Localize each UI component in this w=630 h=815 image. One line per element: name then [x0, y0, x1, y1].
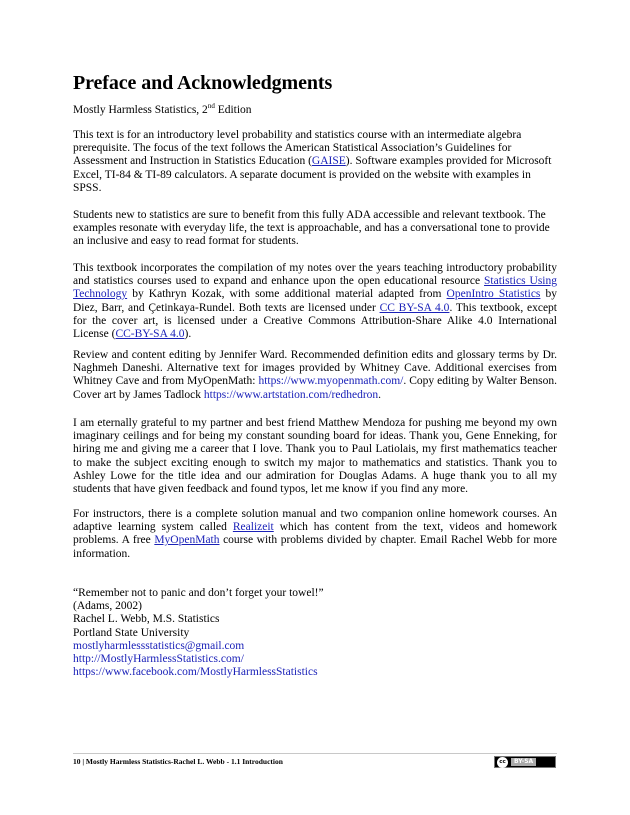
footer-divider — [73, 753, 557, 754]
facebook-link[interactable]: https://www.facebook.com/MostlyHarmlessStatistics — [73, 666, 318, 679]
text-span: by Diez, Barr, and Çetinkaya-Rundel. Both texts are licensed under — [73, 288, 558, 314]
text-span: For instructors, there is a complete solution manual and two companion online homework courses. An adaptive learning system called — [73, 508, 557, 534]
signature-block — [73, 587, 324, 679]
paragraph-credits — [73, 349, 557, 402]
email-link[interactable]: mostlyharmlessstatistics@gmail.com — [73, 639, 245, 652]
paragraph-intro — [73, 129, 557, 195]
text-span: ). — [184, 328, 192, 341]
paragraph-instructors — [73, 508, 557, 561]
author-university: Portland State University — [73, 626, 190, 639]
page-footer: 10 | Mostly Harmless Statistics-Rachel L. Webb - 1.1 Introduction — [73, 757, 283, 766]
paragraph-accessibility: Students new to statistics are sure to benefit from this fully ADA accessible and relevant textbook. The examples resonate with everyday life, the text is approachable, and has a conversational tone to provide an inclusive and easy to read format for students. — [73, 209, 550, 248]
website-link[interactable]: http://MostlyHarmlessStatistics.com/ — [73, 653, 244, 666]
text-span: Review and content editing by Jennifer Ward. Recommended definition edits and glossary terms by Dr. Naghmeh Daneshi. Alternative text for images provided by Whitney Cave. Additional exercises from Whitney Cave and from MyOpenMath: — [73, 349, 557, 388]
myopenmath-link[interactable]: MyOpenMath — [154, 534, 220, 547]
cc-by-sa-link[interactable]: CC BY-SA 4.0 — [379, 301, 450, 314]
cc-license-badge[interactable] — [494, 756, 556, 768]
cc-by-sa-license-link[interactable]: CC-BY-SA 4.0 — [115, 328, 185, 341]
text-span: which has content from the text, videos and homework problems. A free — [73, 521, 558, 547]
text-span: . This textbook, except for the cover art, is licensed under a Creative Commons Attribution-Share Alike 4.0 International License ( — [73, 301, 558, 341]
paragraph-gratitude: I am eternally grateful to my partner and best friend Matthew Mendoza for pushing me beyond my own imaginary ceilings and for being my constant sounding board for ideas. Thank you, Gene Enneking, for hiring me and giving me a career that I love. Thank you to Paul Latiolais, my first mathematics teacher to make the subject exciting enough to switch my major to mathematics and statistics. Thank you to Ashley Lowe for the title idea and our admiration for Douglas Adams. A huge thank you to all my students that have given feedback and found typos, let me know if you find any more. — [73, 417, 557, 496]
subtitle-tail: Edition — [214, 104, 252, 116]
openintro-statistics-link[interactable]: OpenIntro Statistics — [446, 288, 541, 301]
statistics-using-technology-link[interactable]: Statistics Using Technology — [73, 275, 557, 301]
edition-subtitle — [73, 104, 252, 116]
paragraph-sources — [73, 262, 557, 341]
quote-citation: (Adams, 2002) — [73, 600, 142, 613]
text-span: ). Software examples provided for Microsoft Excel, TI-84 & TI-89 calculators. A separate document is provided on the website with examples in SPSS. — [73, 155, 552, 194]
text-span: This textbook incorporates the compilation of my notes over the years teaching introductory probability and statistics courses used to expand and enhance upon the open educational resource — [73, 262, 557, 288]
subtitle-text: Mostly Harmless Statistics, 2 — [73, 104, 208, 116]
text-span: . Copy editing by Walter Benson. Cover art by James Tadlock — [73, 375, 558, 401]
page-title: Preface and Acknowledgments — [73, 72, 333, 94]
gaise-link[interactable]: GAISE — [311, 155, 346, 168]
author-name: Rachel L. Webb, M.S. Statistics — [73, 613, 220, 626]
subtitle-superscript: nd — [207, 102, 215, 111]
towel-quote: “Remember not to panic and don’t forget your towel!” — [73, 587, 324, 599]
license-label: BY-SA — [511, 758, 536, 766]
artstation-url-link[interactable]: https://www.artstation.com/redhedron — [203, 388, 379, 401]
myopenmath-url-link[interactable]: https://www.myopenmath.com/ — [258, 375, 404, 388]
text-span: This text is for an introductory level probability and statistics course with an intermediate algebra prerequisite. The focus of the text follows the American Statistical Association’s Guidelines for Assessment and Instruction in Statistics Education ( — [73, 129, 522, 168]
text-span: by Kathryn Kozak, with some additional material adapted from — [127, 288, 447, 301]
realizeit-link[interactable]: Realizeit — [232, 521, 274, 534]
text-span: . — [378, 388, 382, 401]
text-span: course with problems divided by chapter. Email Rachel Webb for more information. — [73, 534, 557, 560]
creative-commons-icon: cc — [497, 757, 508, 768]
